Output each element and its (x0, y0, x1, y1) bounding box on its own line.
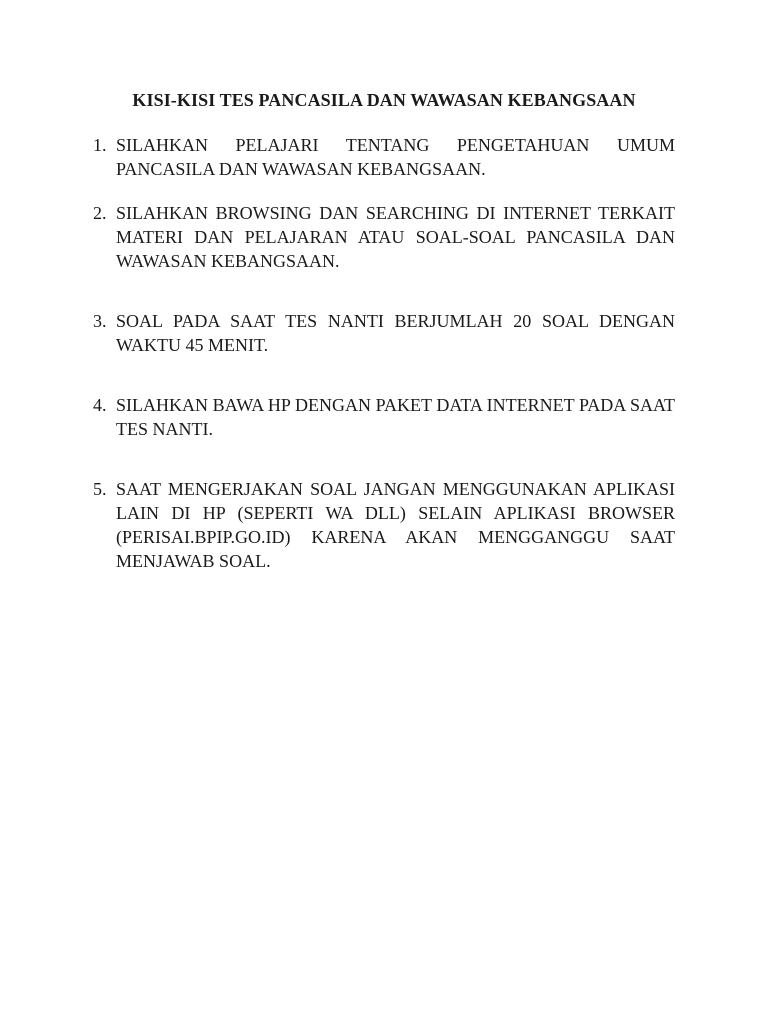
item-number: 1. (93, 135, 107, 155)
item-number: 5. (93, 479, 107, 499)
list-item (93, 309, 675, 357)
item-text: SOAL PADA SAAT TES NANTI BERJUMLAH 20 SOAL DENGAN WAKTU 45 MENIT. (116, 311, 675, 355)
list-item (93, 477, 675, 573)
item-text: SILAHKAN BAWA HP DENGAN PAKET DATA INTERNET PADA SAAT TES NANTI. (116, 395, 675, 439)
item-text: SILAHKAN PELAJARI TENTANG PENGETAHUAN UMUM PANCASILA DAN WAWASAN KEBANGSAAN. (116, 135, 675, 179)
item-number: 4. (93, 395, 107, 415)
list-item (93, 393, 675, 441)
item-text: SILAHKAN BROWSING DAN SEARCHING DI INTERNET TERKAIT MATERI DAN PELAJARAN ATAU SOAL-SOAL PANCASILA DAN WAWASAN KEBANGSAAN. (116, 203, 675, 271)
list-item (93, 133, 675, 181)
item-text: SAAT MENGERJAKAN SOAL JANGAN MENGGUNAKAN APLIKASI LAIN DI HP (SEPERTI WA DLL) SELAIN APLIKASI BROWSER (PERISAI.BPIP.GO.ID) KARENA AKAN MENGGANGGU SAAT MENJAWAB SOAL. (116, 479, 675, 571)
list-item (93, 201, 675, 273)
item-number: 3. (93, 311, 107, 331)
item-number: 2. (93, 203, 107, 223)
document-title: KISI-KISI TES PANCASILA DAN WAWASAN KEBANGSAAN (132, 90, 636, 110)
